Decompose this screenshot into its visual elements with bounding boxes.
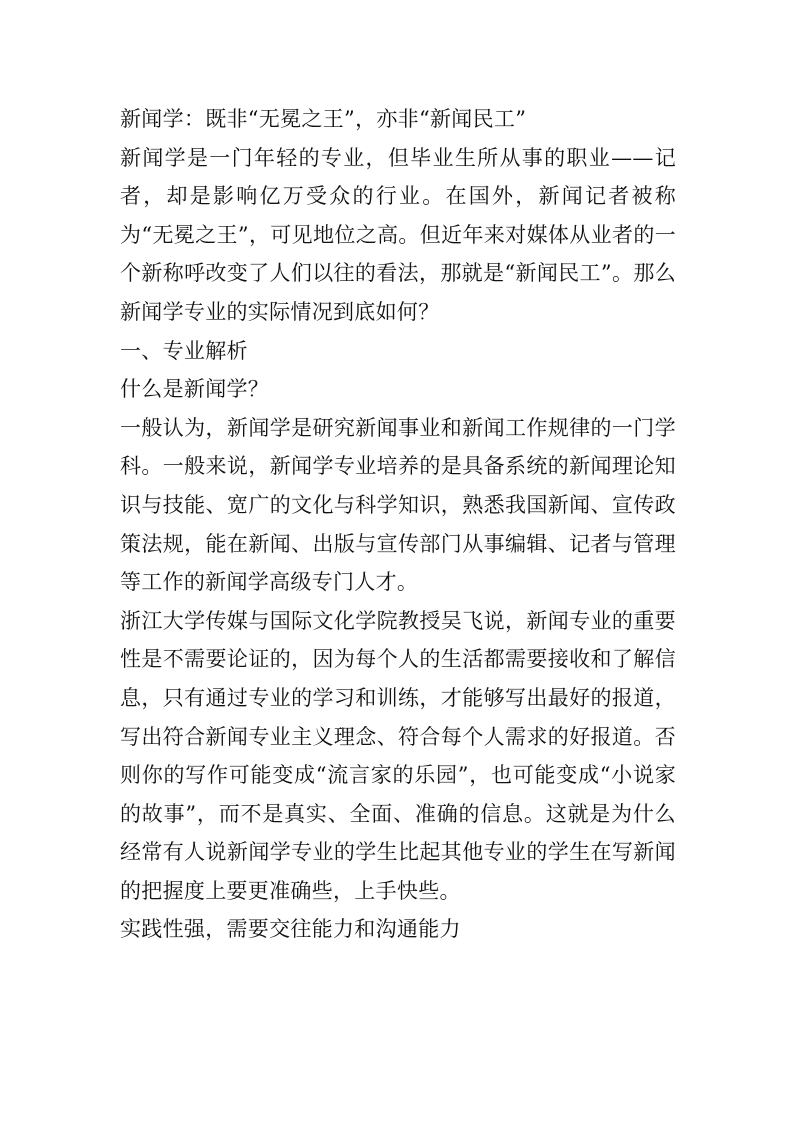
professor-quote-paragraph: 浙江大学传媒与国际文化学院教授吴飞说，新闻专业的重要性是不需要论证的，因为每个人的生活都需要接收和了解信息，只有通过专业的学习和训练，才能够写出最好的报道，写出符合新闻专业主义理念、符合每个人需求的好报道。否则你的写作可能变成“流言家的乐园”，也可能变成“小说家的故事”，而不是真实、全面、准确的信息。这就是为什么经常有人说新闻学专业的学生比起其他专业的学生在写新闻的把握度上要更准确些，上手快些。 (120, 608, 676, 903)
intro-paragraph: 新闻学是一门年轻的专业，但毕业生所从事的职业——记者，却是影响亿万受众的行业。在国外，新闻记者被称为“无冕之王”，可见地位之高。但近年来对媒体从业者的一个新称呼改变了人们以往的看法，那就是“新闻民工”。那么新闻学专业的实际情况到底如何？ (120, 145, 676, 324)
document-title: 新闻学：既非“无冕之王”，亦非“新闻民工” (120, 107, 527, 131)
section-heading: 一、专业解析 (120, 338, 248, 363)
definition-paragraph: 一般认为，新闻学是研究新闻事业和新闻工作规律的一门学科。一般来说，新闻学专业培养的是具备系统的新闻理论知识与技能、宽广的文化与科学知识，熟悉我国新闻、宣传政策法规，能在新闻、出版与宣传部门从事编辑、记者与管理等工作的新闻学高级专门人才。 (120, 415, 676, 595)
subheading-what-is-journalism: 什么是新闻学？ (120, 377, 270, 402)
subheading-practice: 实践性强，需要交往能力和沟通能力 (120, 917, 461, 942)
document-page (120, 100, 676, 949)
